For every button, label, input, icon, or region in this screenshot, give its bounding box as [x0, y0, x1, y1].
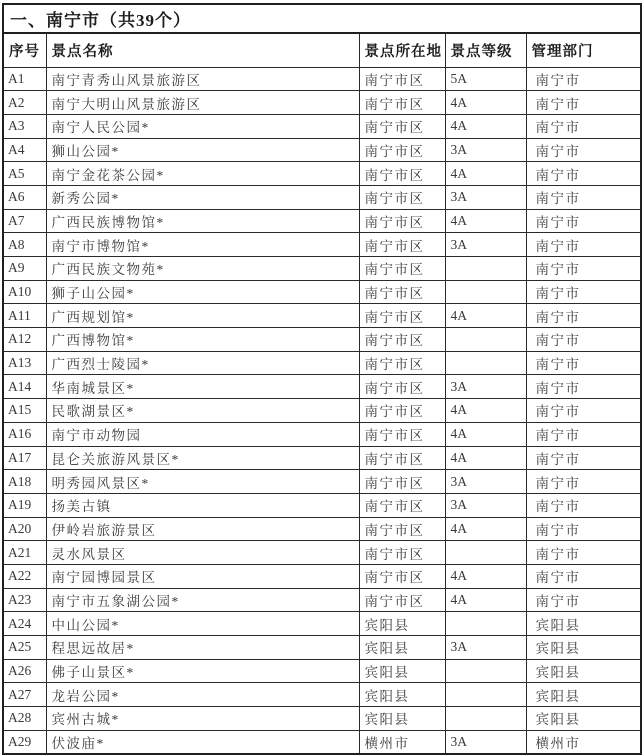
cell-location: 南宁市区 [359, 493, 445, 517]
cell-location: 南宁市区 [359, 588, 445, 612]
cell-id: A1 [3, 67, 46, 91]
cell-grade: 3A [445, 730, 526, 754]
cell-id: A19 [3, 493, 46, 517]
cell-grade: 3A [445, 493, 526, 517]
scenic-spots-table [2, 3, 642, 755]
cell-id: A15 [3, 399, 46, 423]
cell-grade: 4A [445, 399, 526, 423]
cell-dept: 南宁市 [526, 351, 641, 375]
cell-dept: 南宁市 [526, 564, 641, 588]
cell-id: A20 [3, 517, 46, 541]
cell-location: 南宁市区 [359, 304, 445, 328]
cell-dept: 南宁市 [526, 138, 641, 162]
table-row [3, 422, 641, 446]
table-row [3, 162, 641, 186]
cell-name: 民歌湖景区* [46, 399, 359, 423]
cell-grade: 4A [445, 162, 526, 186]
cell-grade: 4A [445, 304, 526, 328]
cell-name: 广西民族博物馆* [46, 209, 359, 233]
cell-location: 南宁市区 [359, 138, 445, 162]
cell-name: 南宁园博园景区 [46, 564, 359, 588]
cell-dept: 南宁市 [526, 470, 641, 494]
cell-grade [445, 280, 526, 304]
table-title-row [3, 4, 641, 33]
cell-name: 南宁市五象湖公园* [46, 588, 359, 612]
cell-name: 南宁人民公园* [46, 114, 359, 138]
cell-id: A27 [3, 683, 46, 707]
table-body [3, 67, 641, 754]
table-row [3, 399, 641, 423]
cell-id: A28 [3, 707, 46, 731]
cell-grade: 4A [445, 114, 526, 138]
cell-id: A22 [3, 564, 46, 588]
cell-dept: 南宁市 [526, 422, 641, 446]
header-dept: 管理部门 [526, 33, 641, 67]
cell-id: A4 [3, 138, 46, 162]
table-row [3, 91, 641, 115]
header-name: 景点名称 [46, 33, 359, 67]
cell-location: 宾阳县 [359, 659, 445, 683]
cell-location: 宾阳县 [359, 683, 445, 707]
cell-grade: 3A [445, 138, 526, 162]
table-row [3, 328, 641, 352]
cell-name: 新秀公园* [46, 185, 359, 209]
cell-location: 南宁市区 [359, 91, 445, 115]
table-header-row [3, 33, 641, 67]
cell-id: A26 [3, 659, 46, 683]
table-row [3, 257, 641, 281]
table-row [3, 446, 641, 470]
cell-grade: 3A [445, 470, 526, 494]
cell-grade: 4A [445, 446, 526, 470]
table-row [3, 564, 641, 588]
cell-grade: 4A [445, 91, 526, 115]
table-row [3, 683, 641, 707]
cell-id: A24 [3, 612, 46, 636]
cell-dept: 横州市 [526, 730, 641, 754]
cell-grade [445, 683, 526, 707]
cell-dept: 宾阳县 [526, 636, 641, 660]
cell-id: A23 [3, 588, 46, 612]
cell-id: A29 [3, 730, 46, 754]
table-row [3, 659, 641, 683]
table-row [3, 470, 641, 494]
cell-dept: 南宁市 [526, 233, 641, 257]
cell-dept: 南宁市 [526, 91, 641, 115]
cell-name: 明秀园风景区* [46, 470, 359, 494]
cell-name: 南宁市博物馆* [46, 233, 359, 257]
cell-id: A6 [3, 185, 46, 209]
cell-grade: 4A [445, 588, 526, 612]
cell-name: 伏波庙* [46, 730, 359, 754]
section-title: 一、南宁市（共39个） [3, 4, 641, 33]
cell-id: A14 [3, 375, 46, 399]
cell-dept: 宾阳县 [526, 659, 641, 683]
cell-location: 南宁市区 [359, 541, 445, 565]
cell-location: 南宁市区 [359, 399, 445, 423]
cell-location: 南宁市区 [359, 351, 445, 375]
cell-id: A5 [3, 162, 46, 186]
cell-location: 宾阳县 [359, 707, 445, 731]
cell-name: 程思远故居* [46, 636, 359, 660]
cell-grade [445, 351, 526, 375]
table-row [3, 304, 641, 328]
cell-id: A7 [3, 209, 46, 233]
table-row [3, 636, 641, 660]
cell-name: 广西民族文物苑* [46, 257, 359, 281]
cell-grade [445, 257, 526, 281]
table-row [3, 114, 641, 138]
cell-id: A12 [3, 328, 46, 352]
cell-name: 狮子山公园* [46, 280, 359, 304]
cell-grade: 4A [445, 422, 526, 446]
cell-grade: 3A [445, 636, 526, 660]
cell-dept: 南宁市 [526, 280, 641, 304]
cell-id: A11 [3, 304, 46, 328]
cell-dept: 南宁市 [526, 493, 641, 517]
cell-dept: 南宁市 [526, 517, 641, 541]
table-row [3, 493, 641, 517]
cell-dept: 南宁市 [526, 399, 641, 423]
cell-name: 南宁金花茶公园* [46, 162, 359, 186]
table-row [3, 67, 641, 91]
cell-id: A9 [3, 257, 46, 281]
cell-name: 南宁大明山风景旅游区 [46, 91, 359, 115]
cell-dept: 南宁市 [526, 114, 641, 138]
cell-id: A21 [3, 541, 46, 565]
cell-location: 南宁市区 [359, 517, 445, 541]
cell-grade [445, 659, 526, 683]
cell-dept: 南宁市 [526, 588, 641, 612]
cell-name: 南宁市动物园 [46, 422, 359, 446]
header-location: 景点所在地 [359, 33, 445, 67]
cell-name: 伊岭岩旅游景区 [46, 517, 359, 541]
cell-grade [445, 707, 526, 731]
cell-location: 宾阳县 [359, 612, 445, 636]
cell-name: 中山公园* [46, 612, 359, 636]
table-row [3, 233, 641, 257]
cell-name: 广西规划馆* [46, 304, 359, 328]
cell-location: 南宁市区 [359, 328, 445, 352]
cell-dept: 南宁市 [526, 328, 641, 352]
table-row [3, 730, 641, 754]
cell-id: A3 [3, 114, 46, 138]
cell-grade: 3A [445, 233, 526, 257]
cell-dept: 南宁市 [526, 375, 641, 399]
cell-name: 灵水风景区 [46, 541, 359, 565]
cell-dept: 南宁市 [526, 162, 641, 186]
table-row [3, 707, 641, 731]
cell-dept: 南宁市 [526, 185, 641, 209]
cell-name: 广西烈士陵园* [46, 351, 359, 375]
table-row [3, 185, 641, 209]
table-row [3, 138, 641, 162]
cell-grade: 4A [445, 564, 526, 588]
cell-id: A18 [3, 470, 46, 494]
cell-name: 扬美古镇 [46, 493, 359, 517]
cell-location: 南宁市区 [359, 162, 445, 186]
cell-location: 南宁市区 [359, 233, 445, 257]
cell-location: 南宁市区 [359, 114, 445, 138]
cell-grade [445, 328, 526, 352]
table-row [3, 209, 641, 233]
cell-dept: 南宁市 [526, 257, 641, 281]
cell-location: 南宁市区 [359, 185, 445, 209]
cell-dept: 南宁市 [526, 209, 641, 233]
cell-grade [445, 612, 526, 636]
cell-id: A13 [3, 351, 46, 375]
cell-name: 狮山公园* [46, 138, 359, 162]
cell-dept: 宾阳县 [526, 612, 641, 636]
table-row [3, 541, 641, 565]
cell-dept: 宾阳县 [526, 683, 641, 707]
cell-location: 南宁市区 [359, 375, 445, 399]
cell-grade: 4A [445, 517, 526, 541]
cell-dept: 南宁市 [526, 446, 641, 470]
cell-name: 昆仑关旅游风景区* [46, 446, 359, 470]
cell-dept: 南宁市 [526, 304, 641, 328]
cell-location: 南宁市区 [359, 67, 445, 91]
table-row [3, 517, 641, 541]
cell-dept: 宾阳县 [526, 707, 641, 731]
table-row [3, 280, 641, 304]
cell-id: A16 [3, 422, 46, 446]
cell-name: 广西博物馆* [46, 328, 359, 352]
cell-id: A25 [3, 636, 46, 660]
cell-location: 南宁市区 [359, 280, 445, 304]
cell-dept: 南宁市 [526, 541, 641, 565]
cell-location: 南宁市区 [359, 446, 445, 470]
cell-location: 南宁市区 [359, 422, 445, 446]
cell-grade: 3A [445, 375, 526, 399]
cell-location: 宾阳县 [359, 636, 445, 660]
cell-grade [445, 541, 526, 565]
table-row [3, 351, 641, 375]
cell-id: A2 [3, 91, 46, 115]
cell-id: A10 [3, 280, 46, 304]
cell-id: A8 [3, 233, 46, 257]
table-row [3, 588, 641, 612]
cell-grade: 5A [445, 67, 526, 91]
cell-location: 南宁市区 [359, 209, 445, 233]
cell-name: 南宁青秀山风景旅游区 [46, 67, 359, 91]
cell-location: 南宁市区 [359, 257, 445, 281]
cell-name: 龙岩公园* [46, 683, 359, 707]
table-row [3, 612, 641, 636]
table-row [3, 375, 641, 399]
cell-grade: 4A [445, 209, 526, 233]
cell-grade: 3A [445, 185, 526, 209]
cell-name: 华南城景区* [46, 375, 359, 399]
cell-name: 宾州古城* [46, 707, 359, 731]
header-grade: 景点等级 [445, 33, 526, 67]
cell-location: 横州市 [359, 730, 445, 754]
cell-id: A17 [3, 446, 46, 470]
header-id: 序号 [3, 33, 46, 67]
cell-dept: 南宁市 [526, 67, 641, 91]
cell-location: 南宁市区 [359, 470, 445, 494]
cell-location: 南宁市区 [359, 564, 445, 588]
cell-name: 佛子山景区* [46, 659, 359, 683]
